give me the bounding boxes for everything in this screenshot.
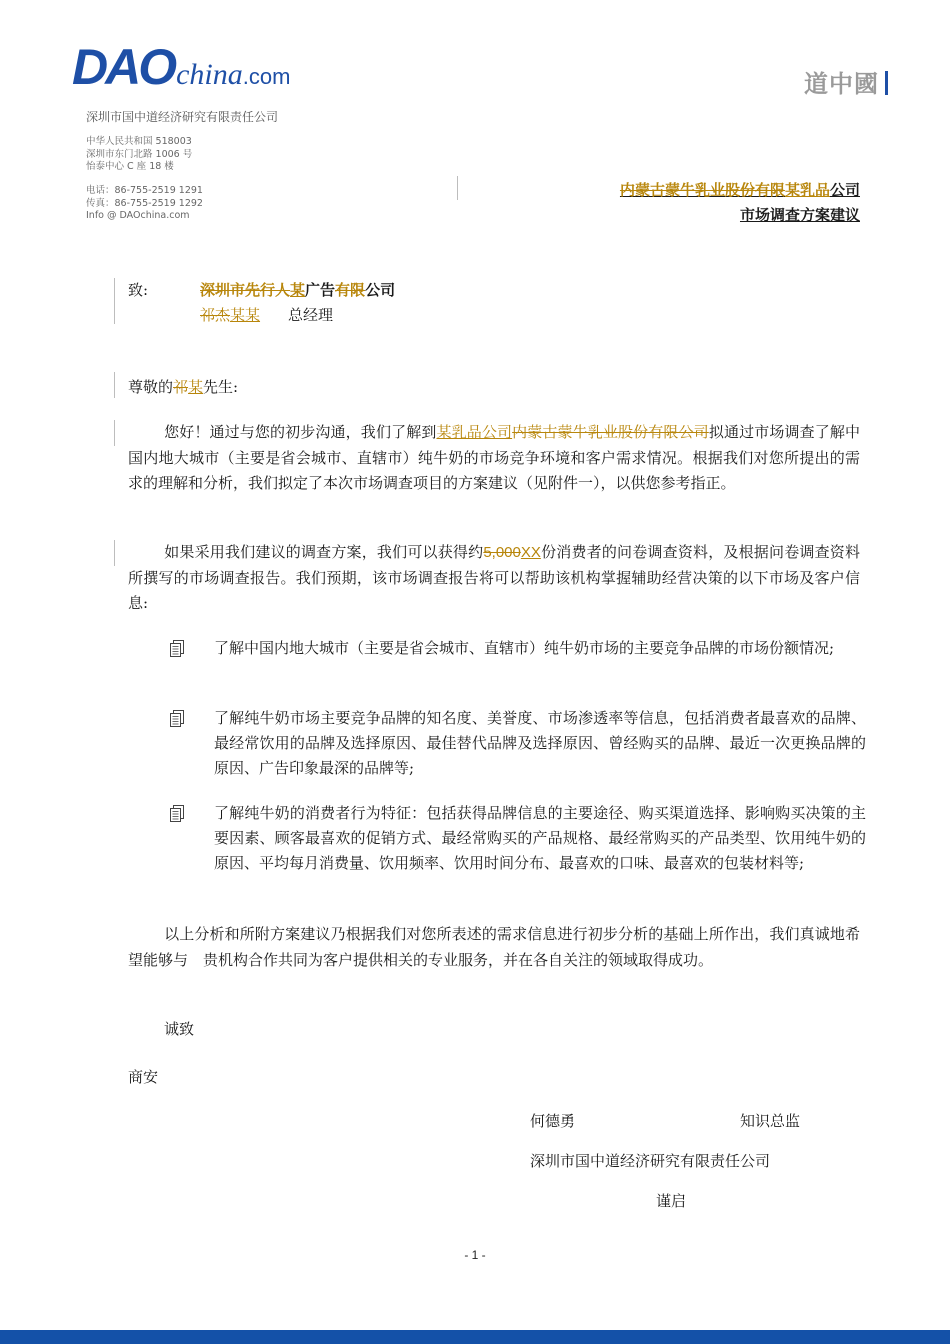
list-item [170, 801, 870, 901]
brand-text: 道中國 [804, 70, 879, 98]
revision-inserted: 某某 [230, 306, 261, 324]
address-line: 深圳市东门北路 1006 号 [86, 148, 193, 160]
title-line-1 [620, 178, 860, 203]
revision-inserted: 某 [188, 378, 204, 396]
logo-dao: DAO [72, 39, 175, 95]
paragraph-proposal [128, 540, 860, 617]
recipient-name-line [128, 303, 395, 328]
brand-bar [885, 71, 888, 95]
margin-marker [114, 420, 115, 446]
para3-text: 以上分析和所附方案建议乃根据我们对您所表述的需求信息进行初步分析的基础上所作出，我们真诚地希望能够与 贵机构合作共同为客户提供相关的专业服务，并在各自关注的领域取得成功。 [128, 925, 860, 969]
list-item [170, 706, 870, 782]
list-item-text: 了解纯牛奶的消费者行为特征：包括获得品牌信息的主要途径、购买渠道选择、影响购买决策的主要因素、顾客最喜欢的促销方式、最经常购买的产品规格、最经常购买的产品类型、饮用纯牛奶的原因、平均每月消费量、饮用频率、饮用时间分布、最喜欢的口味、最喜欢的包装材料等; [214, 804, 866, 872]
contact-email: Info @ DAOchina.com [86, 210, 190, 221]
margin-marker [114, 278, 115, 324]
margin-marker [114, 372, 115, 398]
contact-phone: 电话：86-755-2519 1291 [86, 185, 203, 196]
revision-deleted: 深圳市先行人 [200, 281, 291, 299]
salutation [128, 376, 238, 397]
salutation-pre: 尊敬的 [128, 378, 174, 396]
para1-post: 拟通过市场调查了解中国内地大城市（主要是省会城市、直辖市）纯牛奶的市场竞争环境和客户需求情况。根据我们对您所提出的需求的理解和分析，我们拟定了本次市场调查项目的方案建议（见附件一），以供您参考指正。 [128, 423, 860, 492]
address-line: 中华人民共和国 518003 [86, 136, 192, 147]
logo-china: china [176, 58, 243, 91]
title-line-2: 市场调查方案建议 [739, 206, 860, 224]
footer-bar [0, 1330, 950, 1344]
contact-fax: 传真：86-755-2519 1292 [86, 197, 203, 209]
paragraph-intro [128, 420, 860, 497]
recipient-company-tail: 公司 [365, 281, 396, 299]
logo-com: .com [242, 64, 291, 89]
address-line: 怡泰中心 C 座 18 楼 [86, 161, 174, 172]
margin-marker [114, 540, 115, 566]
document-pages-icon [170, 640, 184, 657]
para2-pre: 如果采用我们建议的调查方案，我们可以获得约 [164, 543, 484, 561]
revision-deleted: 祁杰 [200, 306, 231, 324]
salutation-post: 先生: [203, 378, 239, 396]
recipient-company-mid: 广告 [305, 281, 336, 299]
sender-contact [86, 185, 203, 223]
signer-title: 知识总监 [740, 1112, 801, 1130]
to-label: 致: [128, 281, 149, 299]
list-item [170, 636, 870, 686]
brand-name [804, 64, 888, 99]
recipient-title: 总经理 [288, 306, 334, 324]
revision-deleted: 内蒙古蒙牛乳业股份有限 [619, 181, 785, 199]
revision-inserted: XX [520, 544, 541, 561]
revision-inserted: 祁 [173, 378, 189, 396]
recipient-block [128, 278, 395, 328]
page-number: - 1 - [464, 1248, 486, 1262]
para1-pre: 您好！通过与您的初步沟通，我们了解到 [164, 423, 437, 441]
para2-post: 份消费者的问卷调查资料，及根据问卷调查资料所撰写的市场调查报告。我们预期，该市场调查报告将可以帮助该机构掌握辅助经营决策的以下市场及客户信息: [128, 543, 860, 612]
document-pages-icon [170, 710, 184, 727]
paragraph-conclusion [128, 922, 860, 973]
revision-inserted: 某乳品公司 [436, 423, 513, 441]
sender-address [86, 136, 192, 174]
daochina-logo [72, 39, 291, 95]
revision-deleted: 5,000 [483, 544, 521, 561]
recipient-company-line [128, 278, 395, 303]
sender-company: 深圳市国中道经济研究有限责任公司 [86, 110, 279, 124]
signer-name: 何德勇 [530, 1112, 576, 1130]
signer-company: 深圳市国中道经济研究有限责任公司 [530, 1152, 771, 1170]
header-divider [457, 176, 458, 200]
closing-line-1: 诚致 [164, 1020, 195, 1038]
closing-line-2: 商安 [128, 1068, 159, 1086]
document-pages-icon [170, 805, 184, 822]
list-item-text: 了解纯牛奶市场主要竞争品牌的知名度、美誉度、市场渗透率等信息，包括消费者最喜欢的品牌、最经常饮用的品牌及选择原因、最佳替代品牌及选择原因、曾经购买的品牌、最近一次更换品牌的原因、广告印象最深的品牌等; [214, 709, 866, 777]
revision-inserted: 某 [290, 281, 306, 299]
revision-deleted: 有限 [335, 281, 366, 299]
revision-deleted: 内蒙古蒙牛乳业股份有限公司 [512, 423, 709, 441]
respectfully: 谨启 [656, 1192, 687, 1210]
title-tail: 公司 [829, 181, 860, 199]
list-item-text: 了解中国内地大城市（主要是省会城市、直辖市）纯牛奶市场的主要竞争品牌的市场份额情况; [214, 639, 835, 657]
document-title [620, 178, 860, 228]
revision-inserted: 某乳品 [784, 181, 830, 199]
